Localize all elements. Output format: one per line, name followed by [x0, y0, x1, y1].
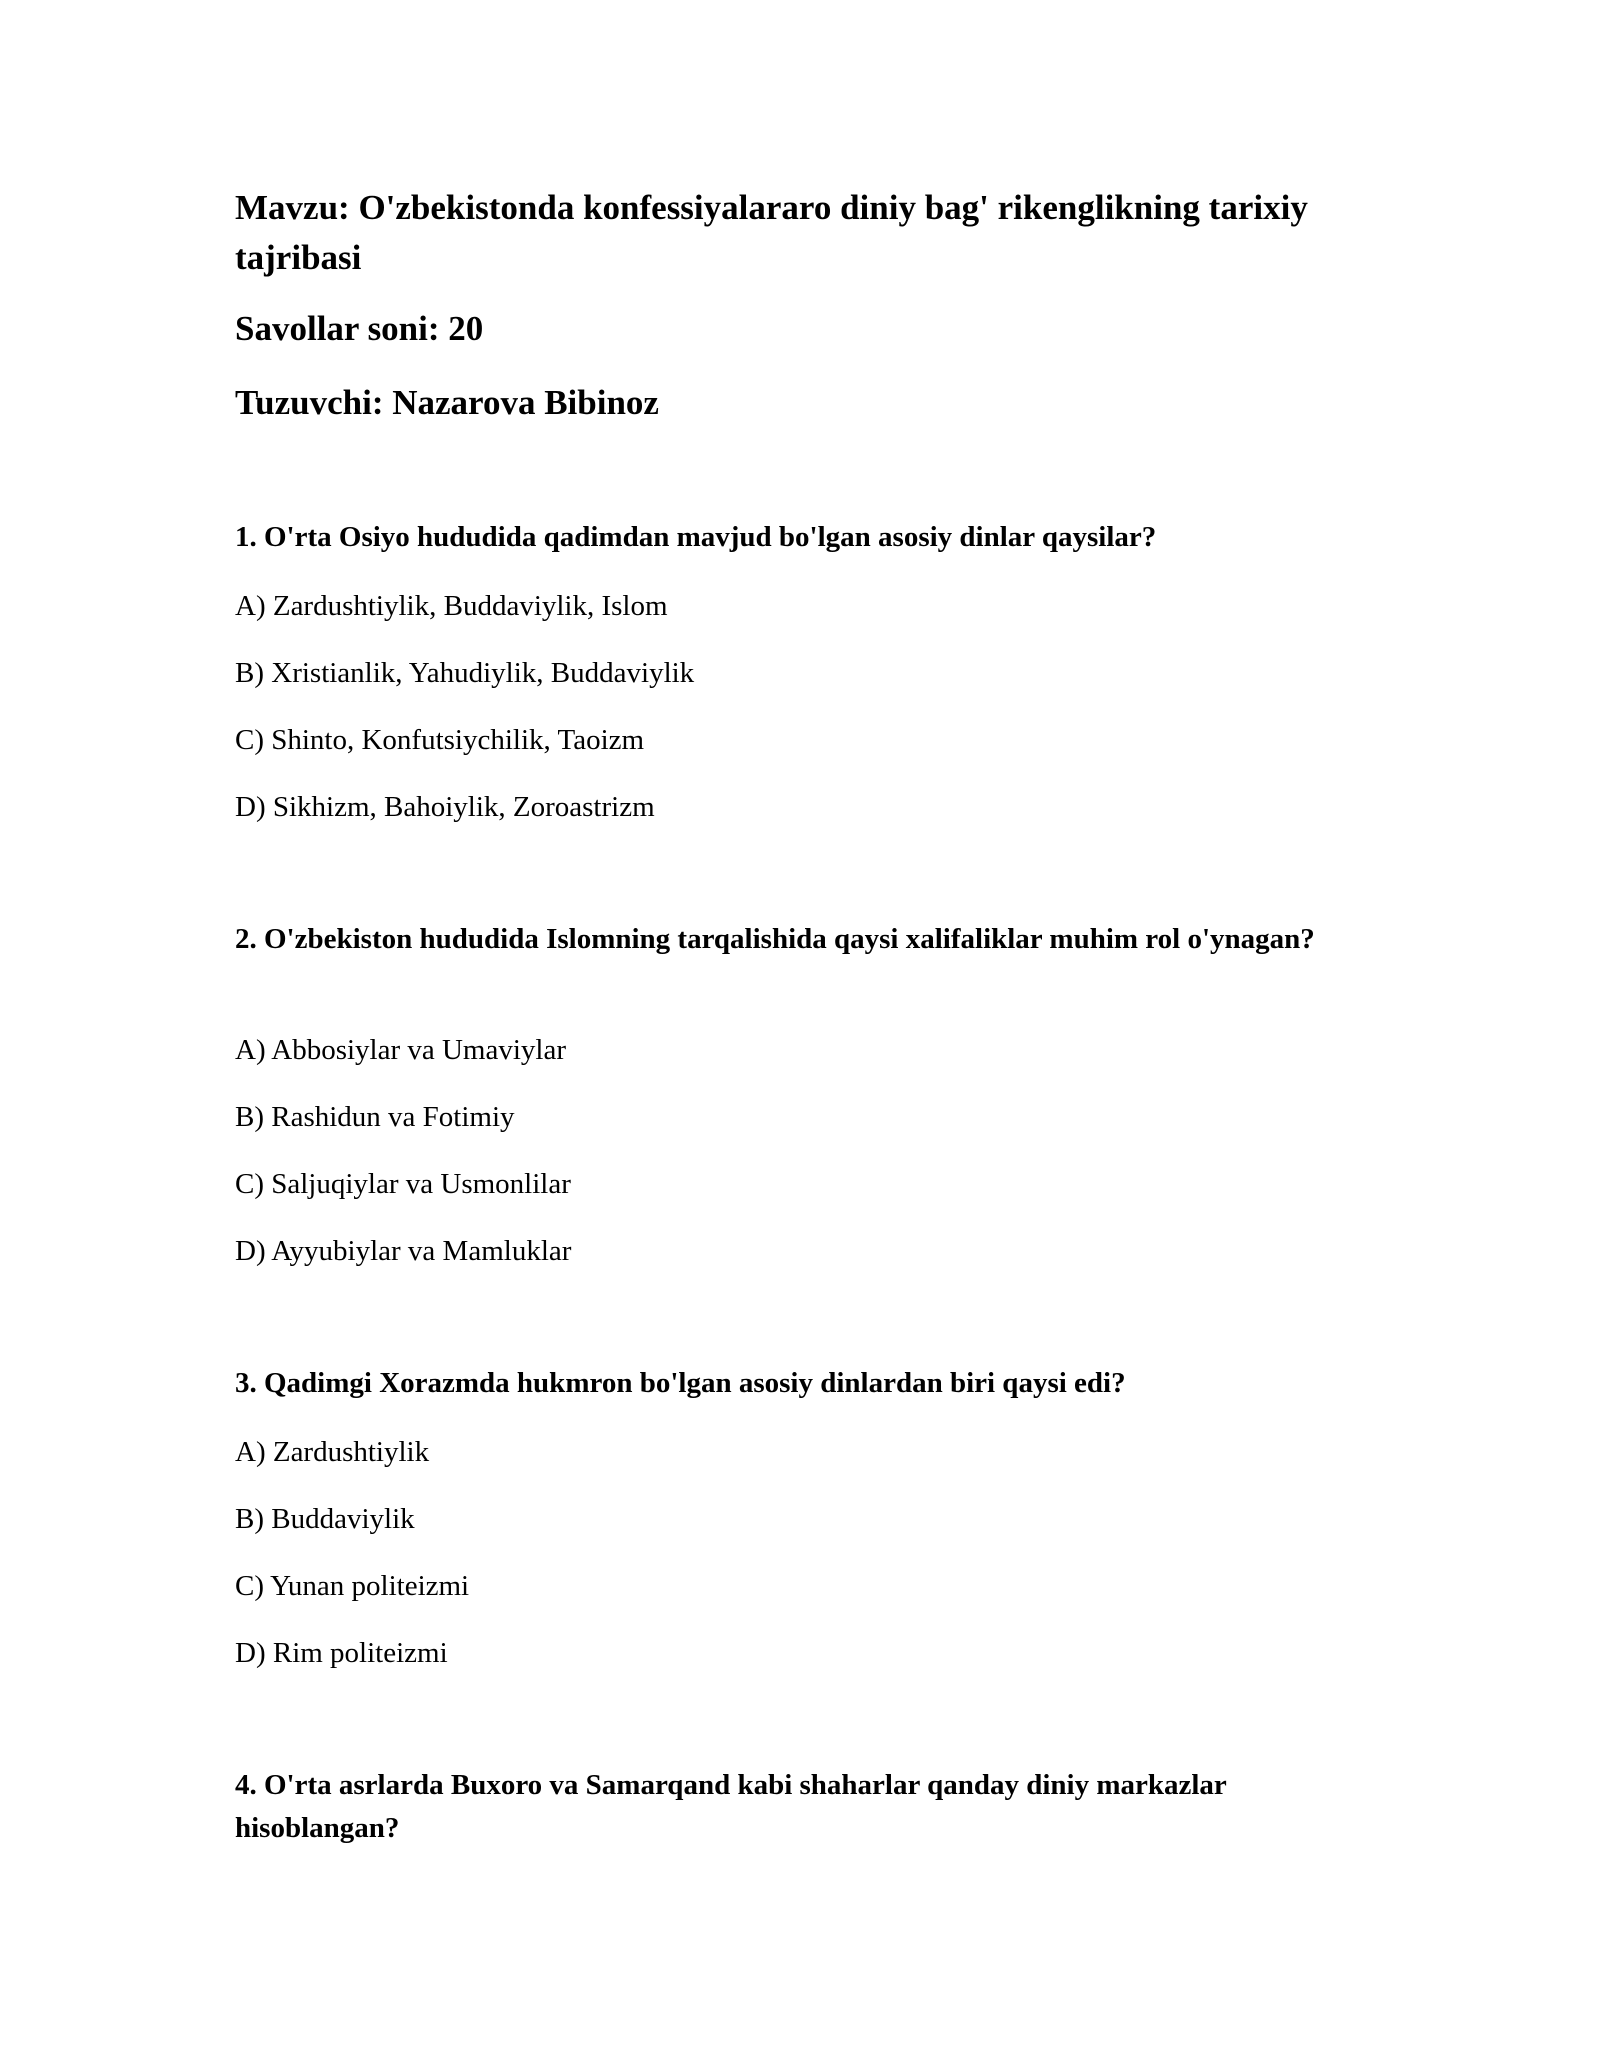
option-d: D) Rim politeizmi [235, 1637, 448, 1669]
option-b: B) Xristianlik, Yahudiylik, Buddaviylik [235, 657, 695, 689]
question-text: 1. O'rta Osiyo hududida qadimdan mavjud bo'lgan asosiy dinlar qaysilar? [235, 521, 1157, 553]
option-b: B) Rashidun va Fotimiy [235, 1101, 515, 1133]
option-c: C) Shinto, Konfutsiychilik, Taoizm [235, 724, 645, 756]
question-text: 4. O'rta asrlarda Buxoro va Samarqand kabi shaharlar qanday diniy markazlar hisoblangan? [235, 1769, 1227, 1844]
option-a: A) Abbosiylar va Umaviylar [235, 1034, 567, 1066]
option-c: C) Saljuqiylar va Usmonlilar [235, 1168, 571, 1200]
document-author: Tuzuvchi: Nazarova Bibinoz [235, 383, 659, 422]
option-d: D) Sikhizm, Bahoiylik, Zoroastrizm [235, 791, 655, 823]
question-text: 2. O'zbekiston hududida Islomning tarqalishida qaysi xalifaliklar muhim rol o'ynagan? [235, 923, 1315, 955]
option-d: D) Ayyubiylar va Mamluklar [235, 1235, 572, 1267]
option-c: C) Yunan politeizmi [235, 1570, 470, 1602]
option-a: A) Zardushtiylik [235, 1436, 430, 1468]
option-b: B) Buddaviylik [235, 1503, 415, 1535]
question-text: 3. Qadimgi Xorazmda hukmron bo'lgan asosiy dinlardan biri qaysi edi? [235, 1367, 1126, 1399]
question-count: Savollar soni: 20 [235, 309, 484, 348]
document-topic: Mavzu: O'zbekistonda konfessiyalararo diniy bag' rikenglikning tarixiy tajribasi [235, 188, 1308, 277]
option-a: A) Zardushtiylik, Buddaviylik, Islom [235, 590, 668, 622]
